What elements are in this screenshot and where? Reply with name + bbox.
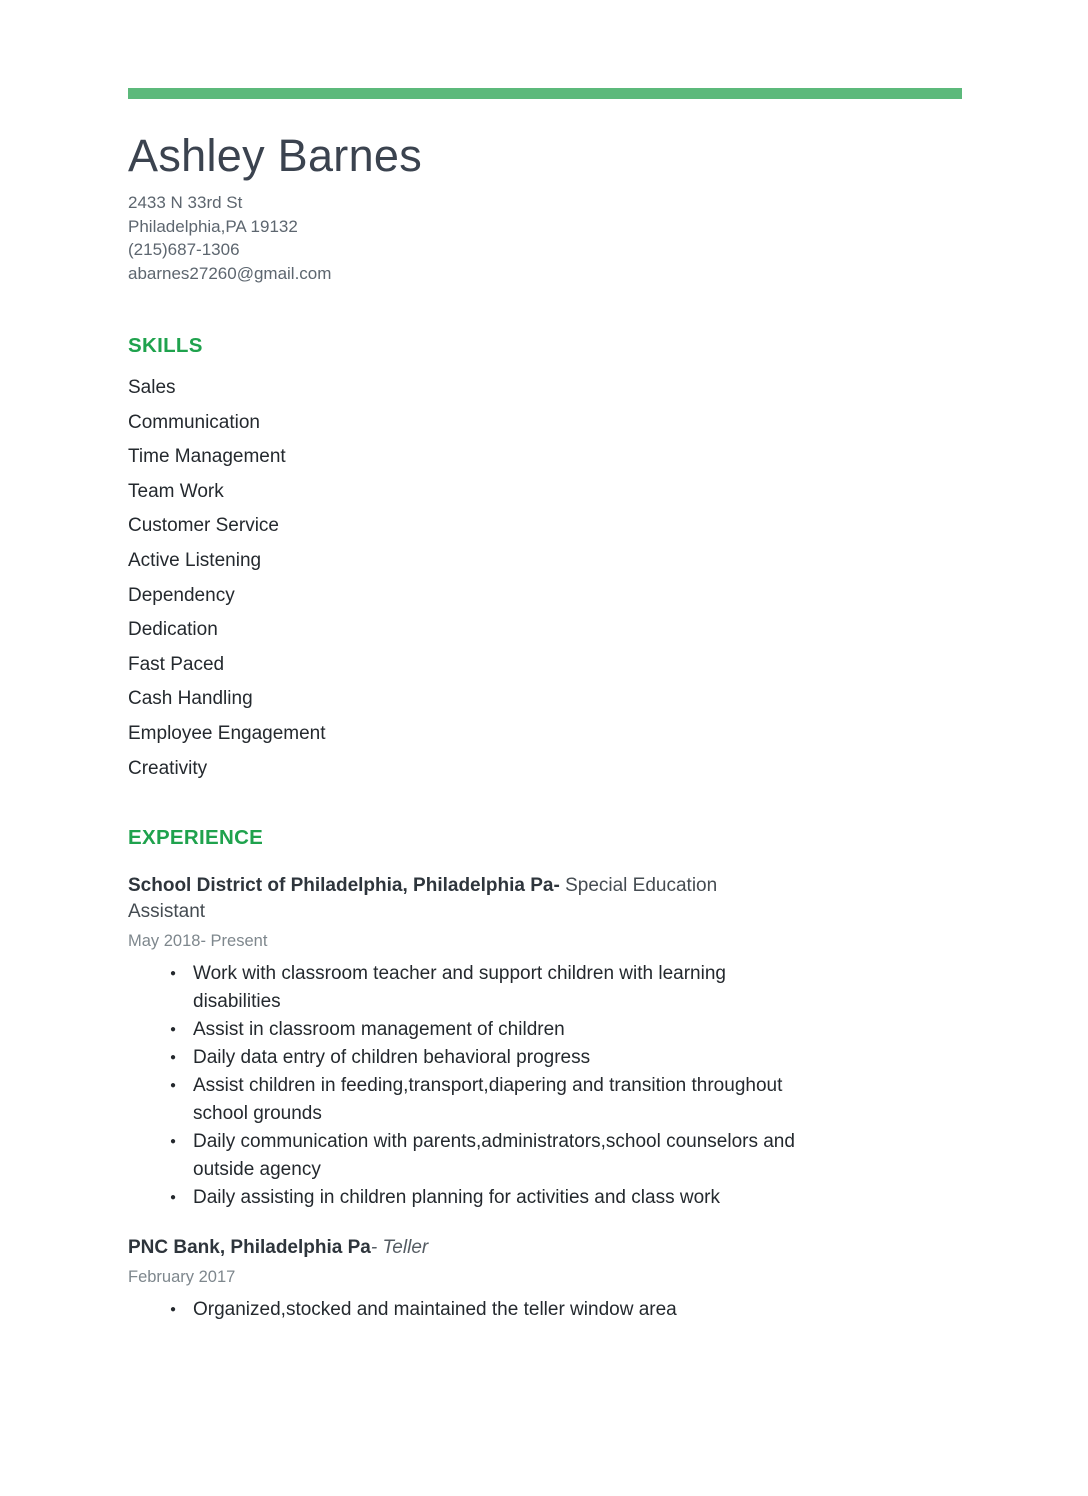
resume-page	[128, 88, 962, 1324]
skill-item: Creativity	[128, 757, 208, 779]
job-role: Special Education Assistant	[128, 875, 718, 923]
job-title	[128, 873, 798, 925]
skill-item: Cash Handling	[128, 688, 253, 710]
address-line-1: 2433 N 33rd St	[128, 193, 243, 213]
job-role: - Teller	[370, 1237, 429, 1259]
job-company: School District of Philadelphia, Philadelphia Pa-	[128, 875, 560, 897]
skills-list	[128, 371, 962, 786]
bullet-item: ● Organized,stocked and maintained the teller window area	[168, 1296, 813, 1324]
job-bullet-list	[128, 960, 962, 1212]
phone-number: (215)687-1306	[128, 240, 240, 260]
person-name: Ashley Barnes	[128, 130, 423, 181]
skill-item: Sales	[128, 377, 176, 399]
bullet-item: ● Daily assisting in children planning for activities and class work	[168, 1184, 813, 1212]
skill-item: Team Work	[128, 480, 224, 502]
job-company: PNC Bank, Philadelphia Pa	[128, 1237, 371, 1259]
job-entry	[128, 1235, 962, 1324]
skill-item: Communication	[128, 411, 260, 433]
accent-bar	[128, 88, 962, 99]
address-line-2: Philadelphia,PA 19132	[128, 216, 298, 236]
bullet-item: ● Daily communication with parents,administrators,school counselors and outside agency	[168, 1128, 813, 1184]
skills-section-heading: SKILLS	[128, 334, 203, 358]
bullet-item: ● Work with classroom teacher and support children with learning disabilities	[168, 960, 813, 1016]
skill-item: Time Management	[128, 446, 286, 468]
job-title	[128, 1235, 798, 1261]
experience-section-heading: EXPERIENCE	[128, 826, 264, 850]
skill-item: Fast Paced	[128, 653, 225, 675]
bullet-item: ● Assist in classroom management of children	[168, 1016, 813, 1044]
job-date: February 2017	[128, 1268, 236, 1287]
job-date: May 2018- Present	[128, 932, 268, 951]
skill-item: Employee Engagement	[128, 723, 326, 745]
contact-block	[128, 191, 962, 285]
skill-item: Dedication	[128, 619, 218, 641]
job-bullet-list	[128, 1296, 962, 1324]
bullet-item: ● Assist children in feeding,transport,diapering and transition throughout school grounds	[168, 1072, 813, 1128]
skill-item: Customer Service	[128, 515, 279, 537]
skill-item: Active Listening	[128, 550, 262, 572]
email-address: abarnes27260@gmail.com	[128, 263, 332, 283]
bullet-item: ● Daily data entry of children behavioral progress	[168, 1044, 813, 1072]
job-entry	[128, 873, 962, 1212]
skill-item: Dependency	[128, 584, 235, 606]
